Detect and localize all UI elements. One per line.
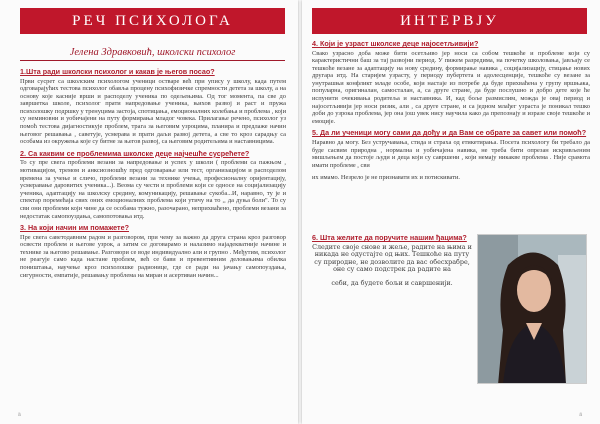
answer-2: То су пре свега проблеми везани за напредовање и успех у школи ( проблеми са пажњом , мотивацијом, тремом и анксиозношћу пред одговарање или тест, организацијом и расподелом времена за учење и сличо, проблеми везани за технике учења, професионалну оријентацију, усмеравање даровитих ученика...). Веома су чести и проблеми који се односе на социјализацију ученика, адаптацију на школску средину, комуникацију, решавање сукоба...И, наравно, ту је и спектар поремећаја свих оних емоционалних проблема који утичу на то ,, да дуња боли". То су сви они проблеми који чине да се особама тужно, разочарано, неприхваћено, проблеми везани за недостатак самопоуздања, самопотовања итд. <box>20 159 286 220</box>
closing-section <box>312 234 592 409</box>
question-1: 1.Шта ради школски психолог и какав је његов посао? <box>20 67 215 76</box>
closing-text <box>312 234 472 287</box>
answer-1: Први сусрет са школским психологом ученици остваре већ при упису у школу, када путем одговарајућих тестова психолог обавља процену психофизичке спремности детета за школу, а на основу које касније врши и расподелу ученика по одељењима. Од тог момента, па све до завршетка школе, психолог прати напредовање ученика, њихов развој и раст и пружа психолошку подршку у тренуцима застоја, спотицања, емоционалних колебања и проблема , који су неминовни и уобичајени на путу формирања младог човека. Прилагање речено, психолог уз помоћ тестова дијагностикује проблем, трага за његовим узроцима, планира и предлаже начин његовог решавања , саветује, усмерава и прати даљи развој детета, а све то кроз сарадњу са особама из окружења које су битне за његов развој, са његовим родитељима и наставницима. <box>20 77 286 146</box>
page-mark: ä <box>579 412 582 418</box>
answer-5-continued: их имамо. Незрело је не признавати их и потискивати. <box>312 174 461 182</box>
answer-6: Следите своје снове и жеље, радите на њима и никада не одустајте од њих. Тешкоће на путу су природне, не дозволите да вас обесхрабре, оне су само подстрек да радите на <box>312 242 472 274</box>
author-line: Јелена Здравковић, школски психолог <box>20 47 285 61</box>
left-page <box>0 0 298 424</box>
question-3: 3. На који начин им помажете? <box>20 223 129 233</box>
section-banner: ИНТЕРВЈУ <box>312 8 587 34</box>
portrait-photo <box>477 234 587 384</box>
question-5: 5. Да ли ученици могу сами да дођу и да Вам се обрате за савет или помоћ? <box>312 128 587 138</box>
question-2: 2. Са каквим се проблемима школске деце најчешће сусрећете? <box>20 148 250 158</box>
article-body-left <box>20 68 286 279</box>
answer-5: Наравно да могу. Без устручавања, стида и страха од етикетирања. Посета психологу би требало да буде сасвим природна , нормална и уобичајена навика, не треба бити опрезан искривљеним мишљењем да постоје људи и деца који су савршени , који немају никакве проблема . Није срамота имати проблеме , сви <box>312 138 590 169</box>
answer-6-continued: себи, да будете бољи и савршенији. <box>331 278 453 287</box>
question-6: 6. Шта желите да поручите нашим ђацима? <box>312 233 467 242</box>
section-banner: РЕЧ ПСИХОЛОГА <box>20 8 285 34</box>
article-body-right <box>312 40 590 182</box>
right-page <box>302 0 600 424</box>
answer-4: Свако узрасно доба може бити осетљиво јер носи са собом тешкоће и проблеме који су карактеристични баш за тај развојни период. У пижем разредима, на почетку школовања, јављају се тешкоће везане за адаптацију на нову средину, формирање навика , социјализацију, стицање нових другара итд. На старијем узрасту, у периоду пубертета и адолесценције, тешкоће су везане за унутрашњи конфликт младе особе, који настаје из потребе да буде прихваћена у групу вршњака, популарна, оригиналан, самосталан, а, са друге стране, да буде послушно и добро дете које ће испунити очекивања родитеља и наставника. И, кад боље размислим, можда је овај период и најосетљивији јер носи ризик, али , са друге стране, и са једном млађег узраста је поникал тешко доби до узрока проблема, јер она још увек нису научила како да препознају и изразе своје тешкоће и емоције. <box>312 49 590 125</box>
page-mark: ä <box>18 412 21 418</box>
answer-3: Пре свега саветодавним радом и разговором, при чему за важно да друга страна кроз разговор освести проблем и његове узрок, а затим се договарамо и налазимо најадекватније начине и технике за његово решавање. Разговори се воде индивидуално али и групно . Међутим, психолог не реагује само када настане проблем, већ се бави и превентивним деловањима обилка поништања, научење кроз психолошке радионице, где се ради на јачању самопоуздања, сигурности, емпатије, решавању проблема на миран и асертиван начин... <box>20 233 286 279</box>
question-4: 4. Који је узраст школске деце најосетљивији? <box>312 39 479 48</box>
